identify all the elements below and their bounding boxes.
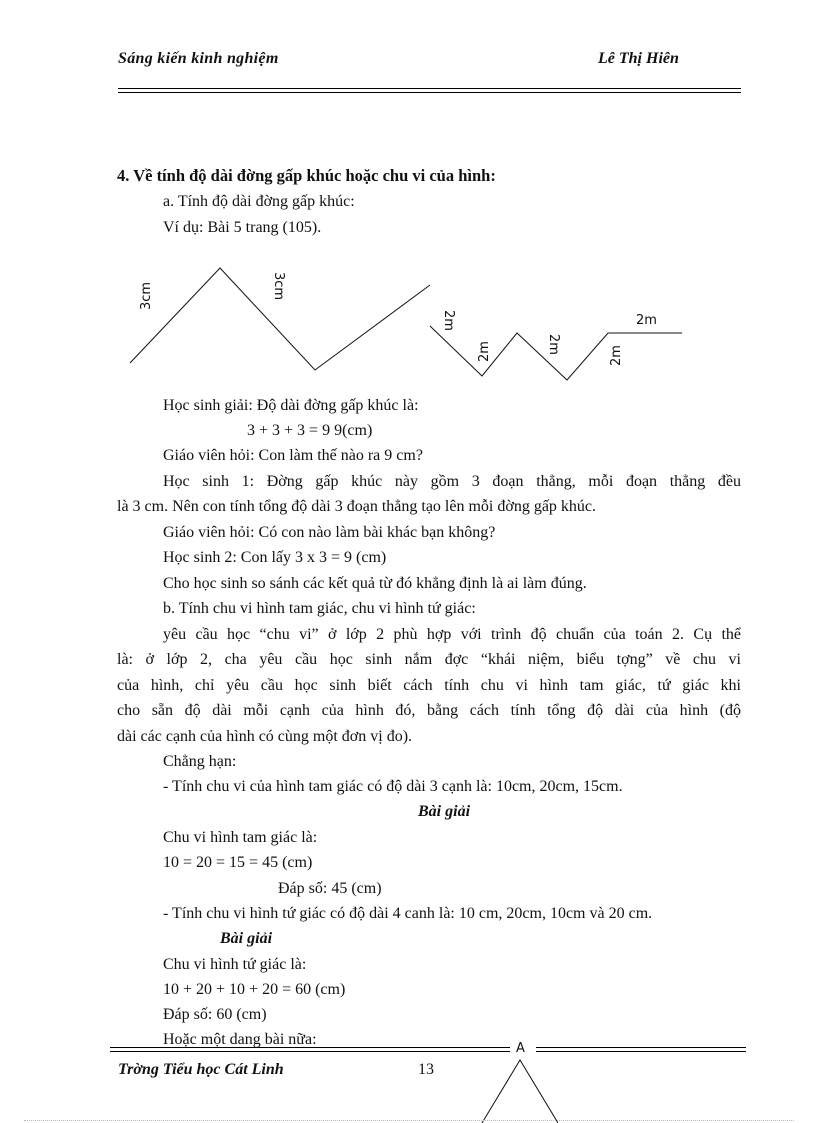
- para-triangle-perimeter: Chu vi hình tam giác là:: [163, 829, 318, 846]
- para-requirement-4: cho sẵn độ dài mỗi cạnh của hình đó, bằng cách tính tổng độ dài của hình (độ: [117, 702, 741, 719]
- para-another-type: Hoặc một dang bài nữa:: [163, 1031, 317, 1048]
- para-equation-2: 10 = 20 = 15 = 45 (cm): [163, 854, 313, 871]
- vertex-a-label: A: [516, 1041, 525, 1056]
- section-title: 4. Về tính độ dài đờng gấp khúc hoặc chu vi của hình:: [117, 166, 496, 185]
- example-label: Ví dụ: Bài 5 trang (105).: [163, 219, 322, 236]
- label-right-seg1: 2m: [441, 310, 456, 331]
- para-quadrilateral-task: - Tính chu vi hình tứ giác có độ dài 4 canh là: 10 cm, 20cm, 10cm và 20 cm.: [163, 905, 653, 922]
- polyline-figure: [120, 258, 700, 388]
- page-bottom-edge: [24, 1120, 794, 1121]
- header-rule-bottom: [118, 92, 741, 93]
- label-right-seg4: 2m: [609, 345, 624, 366]
- footer-rule-right-bottom: [536, 1051, 746, 1052]
- para-answer-2: Đáp số: 60 (cm): [163, 1006, 267, 1023]
- header-rule-top: [118, 88, 741, 89]
- solution-heading-1: Bài giải: [418, 803, 471, 820]
- triangle-sides: [482, 1060, 558, 1123]
- para-requirement-1: yêu cầu học “chu vi” ở lớp 2 phù hợp với trình độ chuẩn của toán 2. Cụ thể: [163, 626, 741, 643]
- label-right-seg3: 2m: [546, 334, 561, 355]
- para-student2: Học sinh 2: Con lấy 3 x 3 = 9 (cm): [163, 549, 387, 566]
- subsection-b: b. Tính chu vi hình tam giác, chu vi hình tứ giác:: [163, 600, 476, 617]
- para-quadrilateral-perimeter: Chu vi hình tứ giác là:: [163, 956, 307, 973]
- label-right-seg2: 2m: [477, 341, 492, 362]
- para-student1-a: Học sinh 1: Đờng gấp khúc này gồm 3 đoạn thẳng, mỗi đoạn thẳng đều: [163, 473, 741, 490]
- para-requirement-2: là: ở lớp 2, cha yêu cầu học sinh nắm đợc “khái niệm, biểu tợng” về chu vi: [117, 651, 741, 668]
- para-teacher-q2: Giáo viên hỏi: Có con nào làm bài khác bạn không?: [163, 524, 496, 541]
- para-requirement-3: của hình, chỉ yêu cầu học sinh biết cách tính chu vi hình tam giác, tứ giác khi: [117, 677, 741, 694]
- para-compare: Cho học sinh so sánh các kết quả từ đó khẳng định là ai làm đúng.: [163, 575, 587, 592]
- subsection-a: a. Tính độ dài đờng gấp khúc:: [163, 193, 355, 210]
- para-student-answer: Học sinh giải: Độ dài đờng gấp khúc là:: [163, 397, 419, 414]
- solution-heading-2: Bài giải: [220, 930, 273, 947]
- para-equation-1: 3 + 3 + 3 = 9 9(cm): [247, 422, 373, 439]
- footer-rule-right-top: [536, 1047, 746, 1048]
- header-title: Sáng kiến kinh nghiệm: [118, 50, 279, 67]
- footer-rule-left-top: [110, 1047, 510, 1048]
- footer-school: Trờng Tiểu học Cát Linh: [118, 1061, 284, 1078]
- header-author: Lê Thị Hiên: [598, 50, 679, 67]
- label-left-seg2: 3cm: [271, 272, 286, 301]
- triangle-figure: [478, 1038, 558, 1123]
- page-number: 13: [418, 1061, 434, 1078]
- para-teacher-q1: Giáo viên hỏi: Con làm thế nào ra 9 cm?: [163, 447, 423, 464]
- label-right-seg5: 2m: [636, 313, 657, 328]
- para-requirement-5: dài các cạnh của hình có cùng một đơn vị đo).: [117, 728, 413, 745]
- para-for-example: Chẳng hạn:: [163, 753, 237, 770]
- para-answer-1: Đáp số: 45 (cm): [278, 880, 382, 897]
- para-triangle-task: - Tính chu vi của hình tam giác có độ dài 3 cạnh là: 10cm, 20cm, 15cm.: [163, 778, 623, 795]
- para-equation-3: 10 + 20 + 10 + 20 = 60 (cm): [163, 981, 346, 998]
- para-student1-b: là 3 cm. Nên con tính tổng độ dài 3 đoạn thẳng tạo lên mỗi đờng gấp khúc.: [117, 498, 597, 515]
- label-left-seg1: 3cm: [139, 281, 154, 310]
- footer-rule-left-bottom: [110, 1051, 510, 1052]
